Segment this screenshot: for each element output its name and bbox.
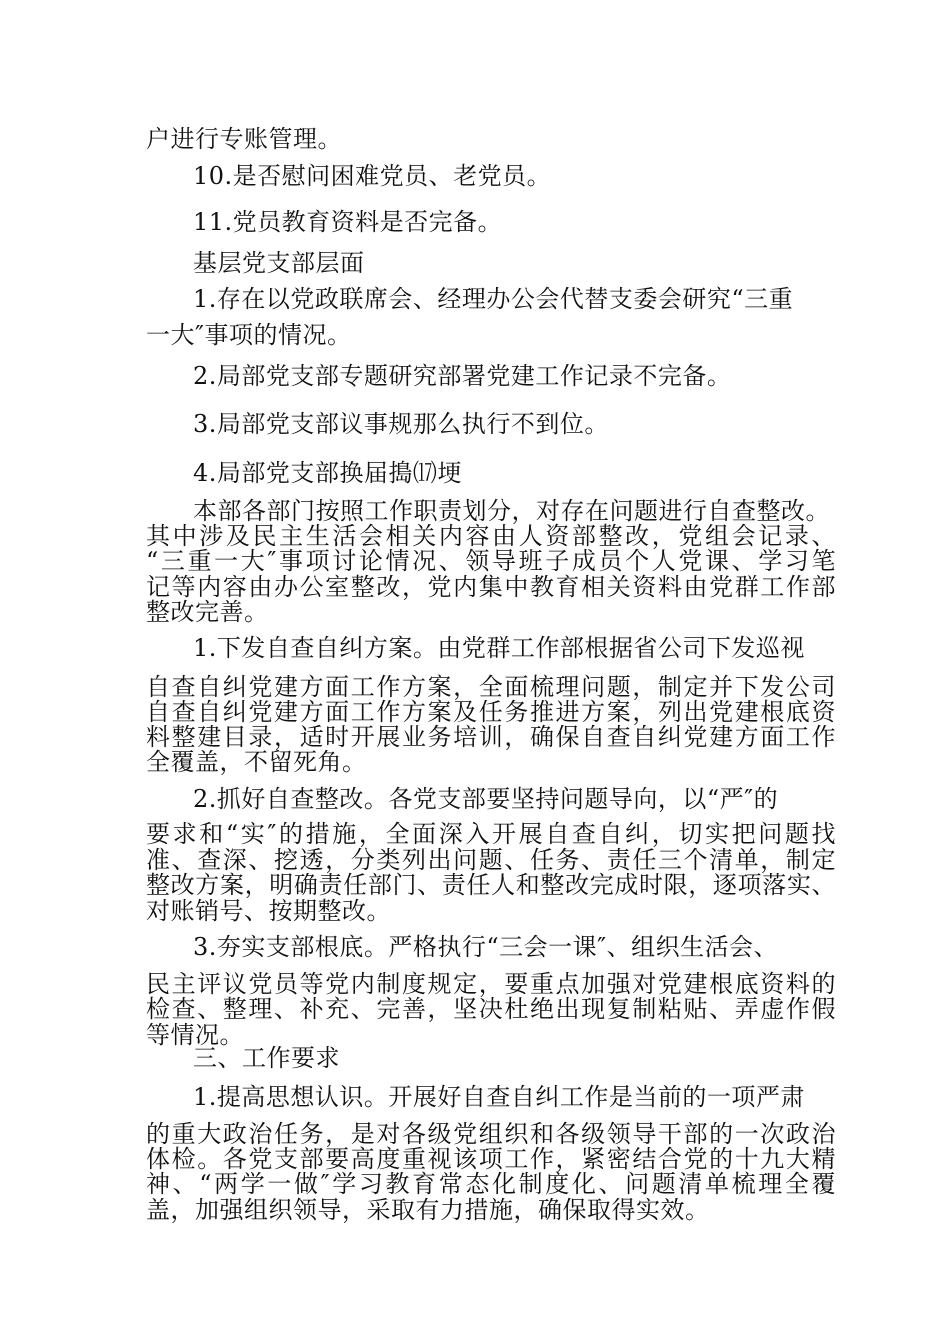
section-heading: 三、工作要求 <box>193 1044 340 1072</box>
section-heading: 基层党支部层面 <box>193 249 365 277</box>
text-line: 整改方案，明确责任部门、责任人和整改完成时限，逐项落实、 <box>146 871 836 899</box>
text-line: 整改完善。 <box>146 598 269 626</box>
text-line: 1.下发自查自纠方案。由党群工作部根据省公司下发巡视 <box>193 634 805 662</box>
text-line: 一大″事项的情况。 <box>146 321 352 349</box>
text-line: 2.局部党支部专题研究部署党建工作记录不完备。 <box>193 362 732 390</box>
text-line: 准、查深、挖透，分类列出问题、任务、责任三个清单，制定 <box>146 846 836 874</box>
text-line: 10.是否慰问困难党员、老党员。 <box>193 162 552 190</box>
text-line: 3.夯实支部根底。严格执行“三会一课″、组织生活会、 <box>193 933 779 961</box>
text-line: 的重大政治任务，是对各级党组织和各级领导干部的一次政治 <box>146 1120 836 1148</box>
text-line: 等情况。 <box>146 1021 244 1049</box>
text-line: 神、“两学一做″学习教育常态化制度化、问题清单梳理全覆 <box>146 1170 836 1198</box>
text-line: 料整建目录，适时开展业务培训，确保自查自纠党建方面工作 <box>146 723 836 751</box>
text-line: 11.党员教育资料是否完备。 <box>193 208 503 236</box>
text-line: 4.局部党支部换届搗⒄埂 <box>193 459 462 487</box>
text-line: 要求和“实″的措施，全面深入开展自查自纠，切实把问题找 <box>146 820 836 848</box>
text-line: 其中涉及民主生活会相关内容由人资部整改，党组会记录、 <box>146 522 836 550</box>
text-line: 1.提高思想认识。开展好自查自纠工作是当前的一项严肃 <box>193 1083 805 1111</box>
text-line: 本部各部门按照工作职责划分，对存在问题进行自查整改。 <box>193 497 830 525</box>
text-line: “三重一大″事项讨论情况、领导班子成员个人党课、学习笔 <box>146 547 836 575</box>
text-line: 盖，加强组织领导，采取有力措施，确保取得实效。 <box>146 1196 710 1224</box>
text-line: 自查自纠党建方面工作方案，全面梳理问题，制定并下发公司 <box>146 673 836 701</box>
text-line: 3.局部党支部议事规那么执行不到位。 <box>193 410 609 438</box>
text-line: 户进行专账管理。 <box>146 125 342 153</box>
text-line: 记等内容由办公室整改，党内集中教育相关资料由党群工作部 <box>146 573 836 601</box>
text-line: 体检。各党支部要高度重视该项工作，紧密结合党的十九大精 <box>146 1145 836 1173</box>
text-line: 2.抓好自查整改。各党支部要坚持问题导向，以“严″的 <box>193 785 779 813</box>
text-line: 民主评议党员等党内制度规定，要重点加强对党建根底资料的 <box>146 970 836 998</box>
text-line: 自查自纠党建方面工作方案及任务推进方案，列出党建根底资 <box>146 698 836 726</box>
text-line: 检查、整理、补充、完善，坚决杜绝出现复制粘贴、弄虚作假 <box>146 995 836 1023</box>
text-line: 1.存在以党政联席会、经理办公会代替支委会研究“三重 <box>193 285 794 313</box>
text-line: 全覆盖，不留死角。 <box>146 748 367 776</box>
text-line: 对账销号、按期整改。 <box>146 897 391 925</box>
